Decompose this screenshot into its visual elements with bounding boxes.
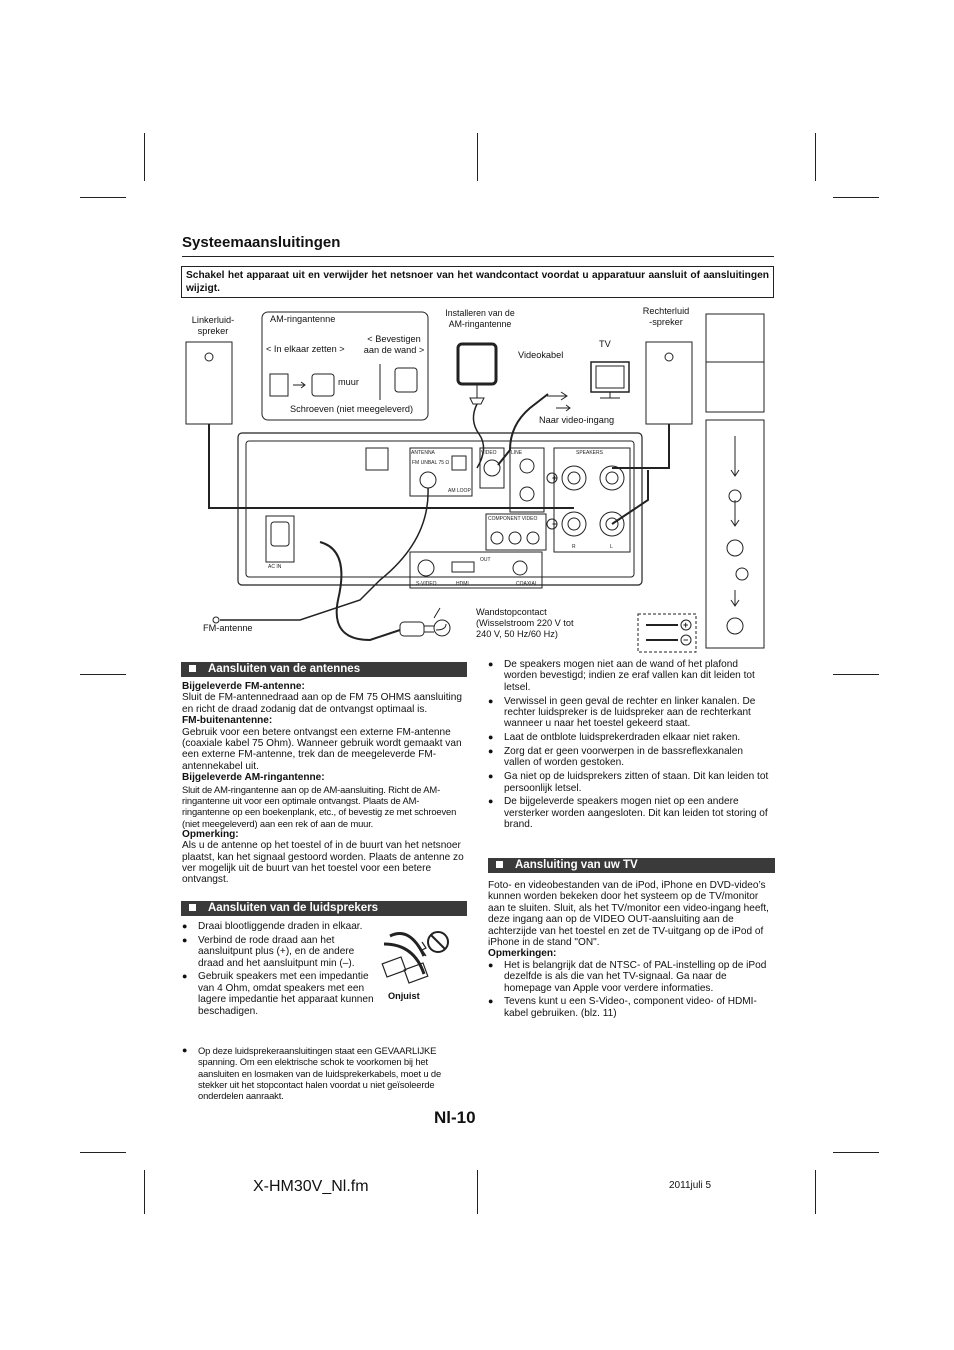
wall-outlet-label: Wandstopcontact (Wisselstroom 220 V tot 240 V, 50 Hz/60 Hz) xyxy=(476,607,574,639)
footer-date: 2011juli 5 xyxy=(669,1180,712,1191)
polarity-plus-icon: + xyxy=(683,620,689,630)
panel-svideo-label: S-VIDEO xyxy=(416,581,437,587)
fm-antenna-label: FM-antenne xyxy=(203,623,253,633)
crop-mark xyxy=(833,197,879,198)
crop-mark xyxy=(80,197,126,198)
tv-label: TV xyxy=(599,339,611,349)
panel-hdmi-label: HDMI xyxy=(456,581,469,587)
tv-notes-heading: Opmerkingen: xyxy=(488,948,557,960)
warning-box: Schakel het apparaat uit en verwijder het netsnoer van het wandcontact voordat u apparatuur aansluit of aansluitingen wijzigt. xyxy=(181,266,774,298)
am-antenna-label: AM-ringantenne xyxy=(270,314,336,324)
list-item: ● Gebruik speakers met een impedantie van 4 Ohm, omdat speakers met een lagere impedantie het apparaat kunnen beschadigen. xyxy=(182,971,378,1017)
left-speaker-icon xyxy=(186,342,232,424)
fm-outdoor-heading: FM-buitenantenne: xyxy=(182,715,273,727)
panel-coaxial-label: COAXIAL xyxy=(516,581,538,587)
panel-video-label: VIDEO xyxy=(481,450,497,456)
list-item: ● De speakers mogen niet aan de wand of het plafond worden bevestigd; indien ze eraf vallen kan dit leiden tot letsel. xyxy=(488,659,772,693)
crop-mark xyxy=(477,1170,478,1214)
crop-mark xyxy=(833,1152,879,1153)
tv-section xyxy=(488,880,772,1022)
crop-mark xyxy=(144,133,145,181)
crop-mark xyxy=(815,1170,816,1214)
install-am-label: Installeren van de AM-ringantenne xyxy=(445,308,515,329)
crop-mark xyxy=(815,133,816,181)
am-supplied-heading: Bijgeleverde AM-ringantenne: xyxy=(182,772,325,784)
title-rule xyxy=(182,256,774,257)
list-item: ● Zorg dat er geen voorwerpen in de bassreflexkanalen vallen of worden gestoken. xyxy=(488,746,772,769)
list-item: ● Tevens kunt u een S-Video-, component video- of HDMI-kabel gebruiken. (blz. 11) xyxy=(488,996,772,1019)
panel-line-label: LINE xyxy=(511,450,523,456)
crop-mark xyxy=(80,674,126,675)
crop-mark xyxy=(144,1170,145,1214)
crop-mark xyxy=(80,1152,126,1153)
list-item: ● De bijgeleverde speakers mogen niet op een andere versterker worden aangesloten. Dit kan leiden tot storing of brand. xyxy=(488,796,772,830)
wrong-label: Onjuist xyxy=(388,991,420,1001)
antennas-section xyxy=(182,681,466,886)
note-text: Als u de antenne op het toestel of in de buurt van het netsnoer plaatst, kan het signaal gestoord worden. Plaats de antenne zo ver mogelijk uit de buurt van het toestel voor een betere ontvangst. xyxy=(182,840,464,886)
wall-label: muur xyxy=(338,377,359,387)
page-title: Systeemaansluitingen xyxy=(182,234,341,251)
footer-filename: X-HM30V_Nl.fm xyxy=(253,1178,369,1195)
panel-component-label: COMPONENT VIDEO xyxy=(488,516,538,522)
speakers-heading: Aansluiten van de luidsprekers xyxy=(181,901,467,916)
panel-antenna-label: ANTENNA xyxy=(411,450,435,456)
panel-out-label: OUT xyxy=(480,557,491,563)
crop-mark xyxy=(477,133,478,181)
page-number: Nl-10 xyxy=(434,1108,476,1127)
step-illustration-top xyxy=(706,314,764,412)
speakers-list-right xyxy=(488,659,772,833)
screws-label: Schroeven (niet meegeleverd) xyxy=(290,404,414,414)
panel-amloop-label: AM LOOP xyxy=(448,488,471,494)
video-input-label: Naar video-ingang xyxy=(539,415,615,425)
right-speaker-icon xyxy=(646,342,692,424)
panel-acin-label: AC IN xyxy=(268,564,282,570)
left-speaker-label: Linkerluid- spreker xyxy=(191,315,235,336)
fm-supplied-text: Sluit de FM-antennedraad aan op de FM 75 OHMS aansluiting en richt de draad zodanig dat de ontvangst optimaal is. xyxy=(182,692,462,715)
list-item: ● Draai blootliggende draden in elkaar. xyxy=(182,921,378,932)
list-item: ● Het is belangrijk dat de NTSC- of PAL-instelling op de iPod dezelfde is als die van het TV-signaal. Ga naar de homepage van Apple voor verdere informaties. xyxy=(488,960,772,994)
polarity-minus-icon: − xyxy=(683,635,689,645)
antennas-heading: Aansluiten van de antennes xyxy=(181,662,467,677)
speakers-list-left xyxy=(182,921,378,1019)
speakers-warning-item xyxy=(182,1045,468,1104)
tv-heading: Aansluiting van uw TV xyxy=(488,858,775,873)
fm-outdoor-text: Gebruik voor een betere ontvangst een externe FM-antenne (coaxiale kabel 75 Ohm). Wanneer gebruik wordt gemaakt van een externe FM-antenne, trek dan de meegeleverde FM-antennekabel uit. xyxy=(182,726,462,772)
list-item: ● Verwissel in geen geval de rechter en linker kanalen. De rechter luidspreker is de luidspreker aan de rechterkant wanneer u naar het toestel gekeerd staat. xyxy=(488,696,772,730)
tv-body: Foto- en videobestanden van de iPod, iPhone en DVD-video’s kunnen worden bekeken door het systeem op de TV/monitor aan te sluiten. Sluit, als het TV/monitor een video-ingang heeft, deze ingang aan op de VIDEO OUT-aansluiting aan de achterzijde van het toestel en zet de TV-uitgang op de iPod of iPhone in de stand "ON". xyxy=(488,880,769,949)
list-item: ● Op deze luidsprekeraansluitingen staat een GEVAARLIJKE spanning. Om een elektrische schok te voorkomen bij het aansluiten en losmaken van de luidsprekerkabels, moet u de stekker uit het stopcontact halen voordat u niet geïsoleerde onderdelen aanraakt. xyxy=(182,1045,468,1101)
note-heading: Opmerking: xyxy=(182,828,239,840)
wrong-wiring-illustration xyxy=(376,922,456,992)
plus-icon: + xyxy=(552,473,558,483)
panel-fm-label: FM UNBAL 75 Ω xyxy=(412,460,450,466)
panel-speakers-label: SPEAKERS xyxy=(576,450,603,456)
right-speaker-label: Rechterluid -spreker xyxy=(642,306,690,327)
video-cable-label: Videokabel xyxy=(518,350,564,360)
assemble-label: < In elkaar zetten > xyxy=(266,344,345,354)
minus-icon: − xyxy=(552,519,558,529)
crop-mark xyxy=(833,674,879,675)
fm-supplied-heading: Bijgeleverde FM-antenne: xyxy=(182,681,305,692)
list-item: ● Verbind de rode draad aan het aansluitpunt plus (+), en de andere draad and het aansluitpunt min (–). xyxy=(182,935,378,969)
list-item: ● Ga niet op de luidsprekers zitten of staan. Dit kan leiden tot persoonlijk letsel. xyxy=(488,771,772,794)
am-supplied-text: Sluit de AM-ringantenne aan op de AM-aansluiting. Richt de AM-ringantenne uit voor een optimale ontvangst. Plaats de AM-ringantenne op een boekenplank, etc., of bevestig ze met schroeven (niet meegeleverd) aan een rek of aan de muur. xyxy=(182,783,457,829)
mount-label: < Bevestigen aan de wand > xyxy=(363,334,425,355)
panel-l-label: L xyxy=(610,544,613,550)
panel-r-label: R xyxy=(572,544,576,550)
list-item: ● Laat de ontblote luidsprekerdraden elkaar niet raken. xyxy=(488,732,772,743)
